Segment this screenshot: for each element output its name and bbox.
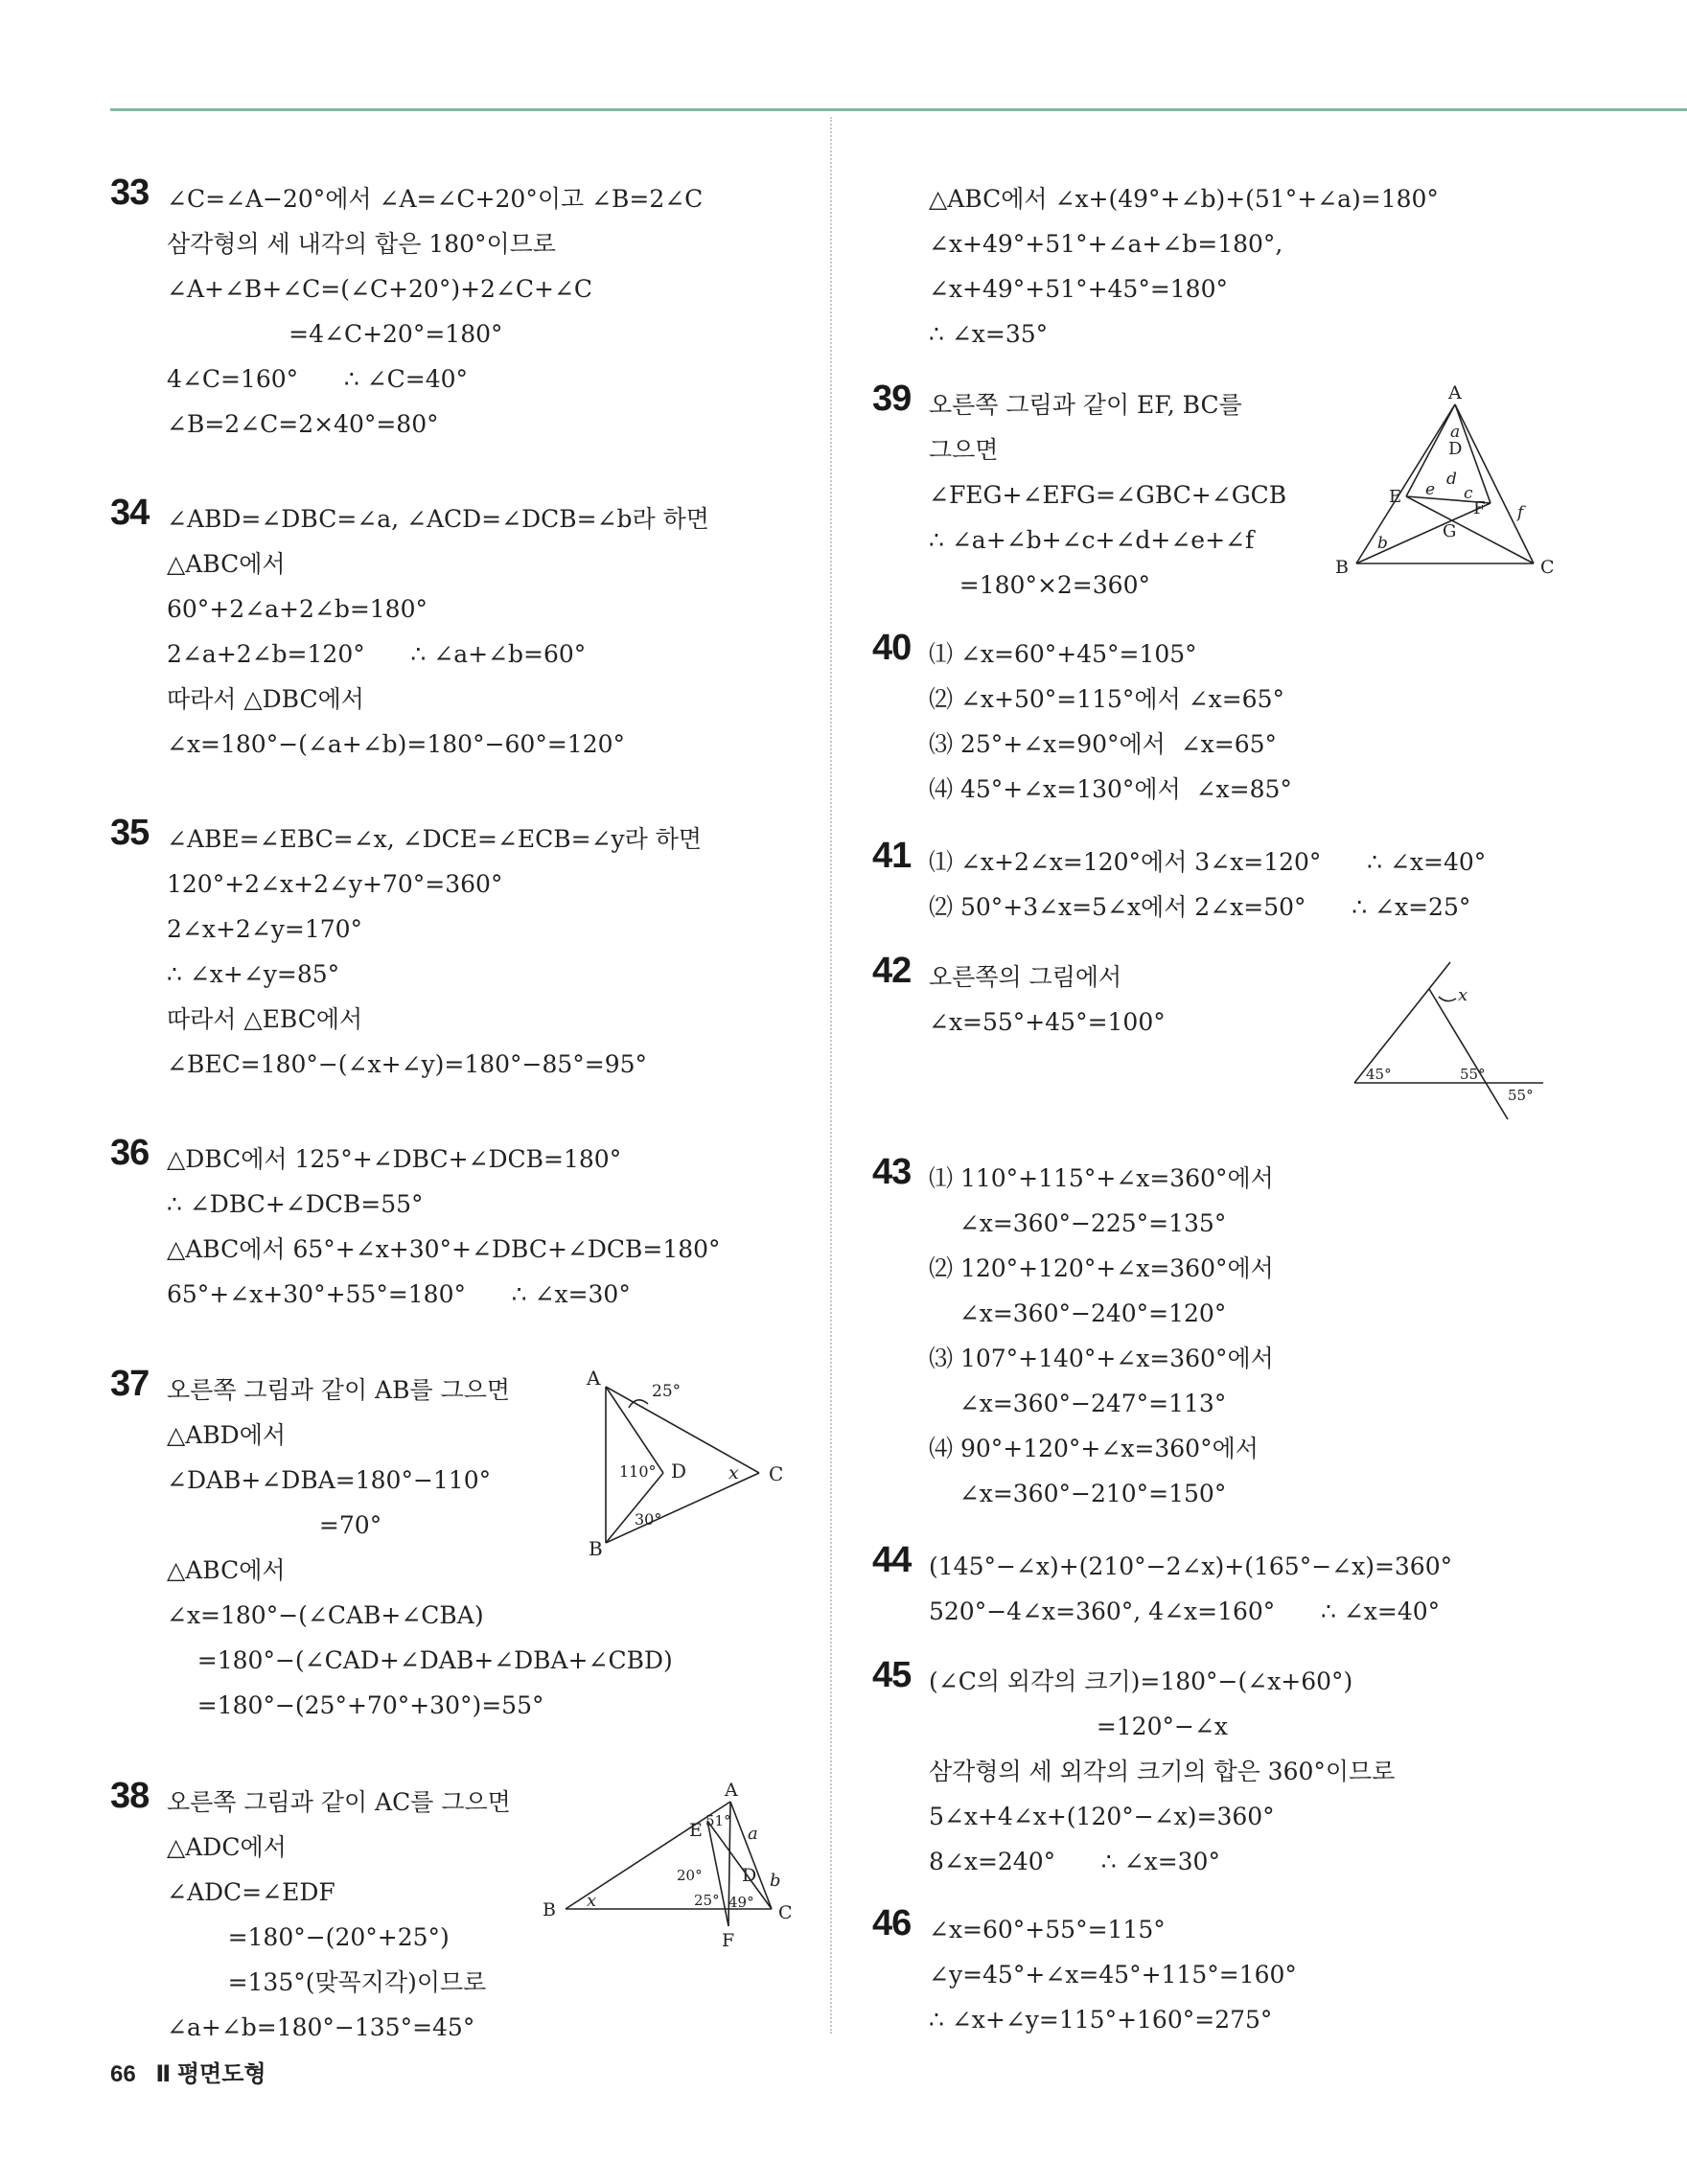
solution-line: ∠x=360°−240°=120°	[929, 1299, 1227, 1327]
solution-line: 60°+2∠a+2∠b=180°	[167, 595, 428, 623]
solution-line: △ABC에서	[167, 550, 286, 578]
solution-line: =120°−∠x	[929, 1713, 1228, 1740]
fig42-angle-arc	[1439, 997, 1456, 1001]
fig39-label-a: A	[1448, 383, 1462, 403]
solution-line: △ABC에서	[167, 1556, 286, 1584]
problem-44	[872, 1540, 1453, 1634]
solution-line: ∴ ∠x+∠y=115°+160°=275°	[929, 2006, 1273, 2034]
solution-line: =70°	[167, 1511, 382, 1539]
solution-line: ⑴ ∠x+2∠x=120°에서 3∠x=120° ∴ ∠x=40°	[929, 848, 1487, 876]
fig39-label-g: G	[1443, 521, 1457, 541]
solution-line: ∠B=2∠C=2×40°=80°	[167, 410, 439, 438]
solution-line: 오른쪽 그림과 같이 AB를 그으면	[167, 1376, 511, 1404]
solution-line: ∠x=180°−(∠a+∠b)=180°−60°=120°	[167, 730, 626, 758]
problem-45	[872, 1655, 1396, 1884]
solution-line: ⑵ 50°+3∠x=5∠x에서 2∠x=50° ∴ ∠x=25°	[929, 893, 1471, 921]
figure-42-triangle	[1347, 958, 1558, 1121]
fig42-right-line	[1429, 989, 1508, 1119]
solution-line: ∠x=180°−(∠CAB+∠CBA)	[167, 1601, 484, 1629]
problem-33	[110, 172, 704, 447]
solution-line: 따라서 △DBC에서	[167, 685, 364, 713]
solution-line: 삼각형의 세 외각의 크기의 합은 360°이므로	[929, 1758, 1396, 1785]
fig38-label-a: A	[725, 1780, 738, 1801]
solution-line: ∠x=360°−210°=150°	[929, 1480, 1227, 1507]
solution-line: ∠ABE=∠EBC=∠x, ∠DCE=∠ECB=∠y라 하면	[167, 825, 703, 853]
solution-line: ∠a+∠b=180°−135°=45°	[167, 2013, 475, 2041]
fig39-label-c: C	[1540, 557, 1555, 578]
solution-line: △ABC에서 65°+∠x+30°+∠DBC+∠DCB=180°	[167, 1235, 721, 1263]
fig37-angle-30: 30°	[635, 1510, 662, 1529]
fig37-angle-x: x	[728, 1462, 739, 1483]
solution-line: ∴ ∠x+∠y=85°	[167, 960, 340, 988]
page-number: 66	[110, 2061, 136, 2087]
solution-line: △DBC에서 125°+∠DBC+∠DCB=180°	[167, 1145, 622, 1173]
fig38-label-e: E	[689, 1820, 703, 1841]
fig37-label-d: D	[671, 1460, 687, 1483]
solution-line: ∠x=360°−225°=135°	[929, 1209, 1227, 1237]
solution-line: ∠C=∠A−20°에서 ∠A=∠C+20°이고 ∠B=2∠C	[167, 185, 704, 213]
solution-line: ∴ ∠x=35°	[929, 320, 1049, 348]
problem-41	[872, 836, 1487, 930]
solution-line: =4∠C+20°=180°	[167, 320, 503, 348]
fig37-label-a: A	[587, 1367, 601, 1390]
solution-line: ∠x+49°+51°+45°=180°	[929, 275, 1228, 303]
fig38-label-f: F	[722, 1930, 735, 1951]
solution-line: ⑷ 45°+∠x=130°에서 ∠x=85°	[929, 775, 1292, 803]
column-divider	[830, 117, 832, 2034]
problem-38	[110, 1776, 511, 2050]
fig39-label-d: D	[1448, 439, 1463, 459]
fig39-angle-b: b	[1377, 534, 1388, 553]
solution-line: ⑶ 107°+140°+∠x=360°에서	[929, 1345, 1274, 1372]
fig39-angle-a: a	[1450, 423, 1461, 442]
fig42-angle-55-inner: 55°	[1460, 1066, 1486, 1083]
solution-line: ∠ABD=∠DBC=∠a, ∠ACD=∠DCB=∠b라 하면	[167, 505, 709, 533]
solution-line: ⑵ 120°+120°+∠x=360°에서	[929, 1254, 1274, 1282]
fig39-segment-ce	[1406, 496, 1534, 563]
solution-line: =180°−(25°+70°+30°)=55°	[167, 1691, 544, 1719]
problem-number: 33	[110, 172, 150, 213]
solution-line: ⑵ ∠x+50°=115°에서 ∠x=65°	[929, 685, 1284, 713]
header-rule	[110, 108, 1687, 111]
solution-line: 120°+2∠x+2∠y+70°=360°	[167, 870, 503, 898]
problem-number: 38	[110, 1776, 150, 1816]
solution-line: =180°×2=360°	[929, 571, 1150, 599]
problem-number: 34	[110, 493, 150, 533]
fig39-angle-c: c	[1464, 484, 1473, 503]
fig38-angle-51: 51°	[705, 1812, 731, 1829]
solution-line: ⑴ 110°+115°+∠x=360°에서	[929, 1164, 1274, 1192]
solution-line: 4∠C=160° ∴ ∠C=40°	[167, 365, 469, 393]
problem-number: 36	[110, 1133, 150, 1173]
fig39-angle-d: d	[1446, 470, 1457, 489]
solution-line: 2∠a+2∠b=120° ∴ ∠a+∠b=60°	[167, 640, 587, 668]
fig37-label-b: B	[589, 1537, 603, 1557]
fig37-segment-bd	[606, 1473, 663, 1543]
fig38-angle-a: a	[748, 1824, 758, 1844]
fig39-label-b: B	[1335, 557, 1349, 578]
figure-37-triangle	[585, 1366, 796, 1557]
solution-line: 2∠x+2∠y=170°	[167, 915, 363, 943]
solution-line: ⑷ 90°+120°+∠x=360°에서	[929, 1435, 1259, 1462]
fig39-label-e: E	[1389, 487, 1402, 507]
chapter-title: Ⅱ 평면도형	[155, 2061, 266, 2087]
fig39-segment-bf	[1356, 503, 1491, 563]
figure-39-triangles	[1328, 383, 1558, 580]
solution-line: 오른쪽의 그림에서	[929, 963, 1122, 991]
fig38-label-d: D	[742, 1865, 757, 1886]
solution-line: ∠y=45°+∠x=45°+115°=160°	[929, 1961, 1297, 1989]
solution-line: 8∠x=240° ∴ ∠x=30°	[929, 1848, 1220, 1875]
fig38-angle-x: x	[587, 1891, 597, 1911]
solution-line: =135°(맞꼭지각)이므로	[167, 1968, 487, 1996]
problem-38-continued	[872, 176, 1439, 356]
fig42-angle-55-outer: 55°	[1508, 1087, 1534, 1104]
solution-line: ∠A+∠B+∠C=(∠C+20°)+2∠C+∠C	[167, 275, 593, 303]
solution-line: ∠x=60°+55°=115°	[929, 1916, 1166, 1943]
solution-line: ∴ ∠DBC+∠DCB=55°	[167, 1190, 424, 1218]
fig38-segment-ef	[707, 1821, 728, 1926]
solution-line: =180°−(∠CAD+∠DAB+∠DBA+∠CBD)	[167, 1646, 673, 1674]
solution-line: ⑶ 25°+∠x=90°에서 ∠x=65°	[929, 730, 1278, 758]
fig37-angle-110: 110°	[619, 1462, 657, 1481]
solution-line: 5∠x+4∠x+(120°−∠x)=360°	[929, 1803, 1275, 1830]
fig39-side-ab	[1356, 404, 1455, 563]
solution-line: 오른쪽 그림과 같이 AC를 그으면	[167, 1788, 511, 1816]
fig37-angle-25: 25°	[652, 1382, 682, 1401]
problem-34	[110, 493, 709, 767]
solution-line: ∠x=360°−247°=113°	[929, 1390, 1227, 1417]
solution-line: ∠x+49°+51°+∠a+∠b=180°,	[929, 230, 1283, 258]
solution-line: △ABD에서	[167, 1421, 286, 1449]
problem-number: 42	[872, 951, 912, 991]
solution-line: ∠ADC=∠EDF	[167, 1878, 335, 1906]
fig42-angle-x: x	[1458, 985, 1468, 1005]
problem-number: 44	[872, 1540, 912, 1580]
solution-line: 그으면	[929, 436, 999, 464]
fig38-angle-20: 20°	[677, 1867, 703, 1884]
problem-36	[110, 1133, 721, 1317]
problem-number: 41	[872, 836, 912, 876]
solution-line: (145°−∠x)+(210°−2∠x)+(165°−∠x)=360°	[929, 1552, 1453, 1580]
problem-number: 39	[872, 379, 912, 419]
fig39-angle-e: e	[1425, 480, 1436, 499]
solution-line: 65°+∠x+30°+55°=180° ∴ ∠x=30°	[167, 1280, 631, 1308]
problem-35	[110, 813, 703, 1087]
solution-line: ∠BEC=180°−(∠x+∠y)=180°−85°=95°	[167, 1050, 648, 1078]
problem-number: 35	[110, 813, 150, 853]
solution-line: ∠DAB+∠DBA=180°−110°	[167, 1466, 492, 1494]
solution-line: ∠x=55°+45°=100°	[929, 1008, 1166, 1036]
solution-line: 520°−4∠x=360°, 4∠x=160° ∴ ∠x=40°	[929, 1598, 1441, 1625]
solution-line: △ABC에서 ∠x+(49°+∠b)+(51°+∠a)=180°	[929, 185, 1439, 213]
solution-line: 따라서 △EBC에서	[167, 1005, 363, 1033]
problem-number: 40	[872, 628, 912, 668]
fig38-angle-49: 49°	[728, 1894, 754, 1911]
fig37-label-c: C	[769, 1462, 784, 1485]
solution-line: 오른쪽 그림과 같이 EF, BC를	[929, 391, 1242, 419]
solution-line: ⑴ ∠x=60°+45°=105°	[929, 640, 1197, 668]
solution-line: ∴ ∠a+∠b+∠c+∠d+∠e+∠f	[929, 526, 1255, 554]
problem-43	[872, 1152, 1274, 1516]
fig38-label-b: B	[543, 1899, 556, 1920]
fig39-label-f: F	[1473, 498, 1486, 518]
figure-38-triangle	[537, 1775, 796, 1952]
problem-42	[872, 951, 1166, 1045]
solution-line: ∠FEG+∠EFG=∠GBC+∠GCB	[929, 481, 1287, 509]
problem-number: 43	[872, 1152, 912, 1192]
solution-line: (∠C의 외각의 크기)=180°−(∠x+60°)	[929, 1667, 1353, 1695]
solution-line: △ADC에서	[167, 1833, 287, 1861]
fig38-label-c: C	[778, 1902, 793, 1923]
problem-46	[872, 1903, 1297, 2042]
fig38-angle-b: b	[770, 1871, 781, 1891]
fig39-angle-f: f	[1517, 503, 1524, 522]
problem-number: 46	[872, 1903, 912, 1943]
problem-number: 37	[110, 1364, 150, 1404]
problem-40	[872, 628, 1292, 812]
fig42-angle-45: 45°	[1366, 1066, 1392, 1083]
problem-number: 45	[872, 1655, 912, 1695]
problem-39	[872, 379, 1287, 608]
solution-line: 삼각형의 세 내각의 합은 180°이므로	[167, 230, 556, 258]
page-footer	[110, 2055, 266, 2088]
fig38-angle-25: 25°	[694, 1892, 720, 1909]
solution-line: =180°−(20°+25°)	[167, 1923, 450, 1951]
